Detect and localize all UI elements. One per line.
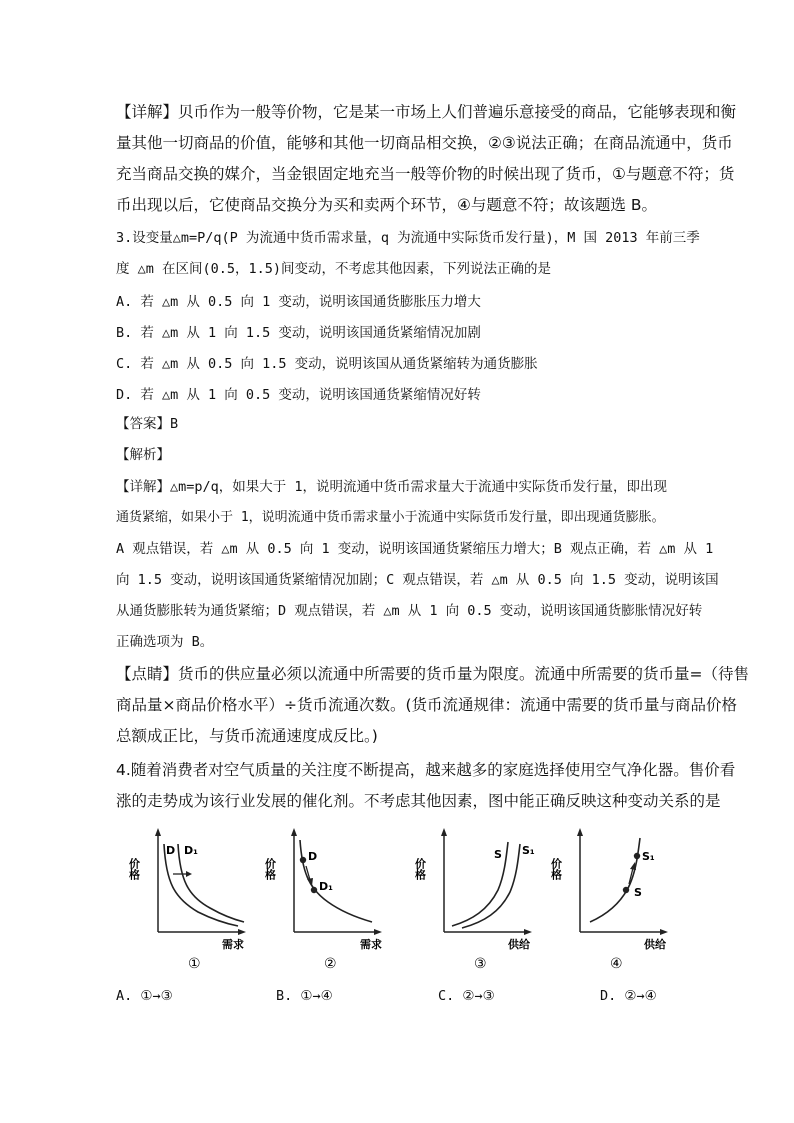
graph-4-xlabel: 供给 xyxy=(644,938,666,951)
graph-4-y-arrow xyxy=(577,828,583,836)
graph-3-x-arrow xyxy=(524,929,532,935)
graph-2-curve-a-label: D xyxy=(308,850,318,863)
q4-option-b: B. ①→④ xyxy=(276,988,333,1004)
graph-4-curve-a-label: S₁ xyxy=(642,850,655,863)
q3-detail-line-6: 正确选项为 B。 xyxy=(116,634,214,650)
graph-4-number: ④ xyxy=(610,956,623,972)
q4-stem-line-2: 涨的走势成为该行业发展的催化剂。不考虑其他因素，图中能正确反映这种变动关系的是 xyxy=(116,792,721,810)
q4-figure xyxy=(128,822,676,972)
graph-3-xlabel: 供给 xyxy=(508,938,530,951)
graph-4-curve xyxy=(590,838,640,922)
graph-1-ylabel: 价格 xyxy=(128,858,141,880)
q3-tip-line-2: 商品量×商品价格水平）÷货币流通次数。(货币流通规律：流通中需要的货币量与商品价格 xyxy=(116,696,738,714)
graph-3 xyxy=(414,828,535,972)
graph-3-y-arrow xyxy=(441,828,447,836)
q4-stem-line-1: 4.随着消费者对空气质量的关注度不断提高，越来越多的家庭选择使用空气净化器。售价看 xyxy=(116,761,736,779)
q4-graphs-svg xyxy=(128,822,676,972)
graph-2-move-arrowhead xyxy=(307,878,313,886)
graph-1 xyxy=(128,828,246,972)
graph-3-ylabel: 价格 xyxy=(413,858,427,880)
graph-4-point-s xyxy=(623,887,629,893)
graph-4-move-arrowhead xyxy=(630,862,636,870)
detail-line-3: 充当商品交换的媒介，当金银固定地充当一般等价物的时候出现了货币，①与题意不符；货 xyxy=(116,165,735,183)
q3-detail-line-4: 向 1.5 变动，说明该国通货紧缩情况加剧；C 观点错误，若 △m 从 0.5 向 1.5 变动，说明该国 xyxy=(116,572,719,588)
q3-tip-line-1: 【点睛】货币的供应量必须以流通中所需要的货币量为限度。流通中所需要的货币量=（待售 xyxy=(116,665,749,683)
graph-4-point-s1 xyxy=(634,853,640,859)
graph-1-curve-a-label: D xyxy=(166,844,176,857)
graph-2-point-d1 xyxy=(311,887,317,893)
graph-2 xyxy=(264,828,383,972)
graph-2-y-arrow xyxy=(291,828,297,836)
graph-3-curve-b-label: S₁ xyxy=(522,844,535,857)
q3-detail-line-3: A 观点错误，若 △m 从 0.5 向 1 变动，说明该国通货紧缩压力增大；B 观点正确，若 △m 从 1 xyxy=(116,541,714,557)
q4-option-c: C. ②→③ xyxy=(438,988,495,1004)
q3-detail-line-2: 通货紧缩，如果小于 1，说明流通中货币需求量小于流通中实际货币发行量，即出现通货膨胀。 xyxy=(116,510,665,525)
q4-option-d: D. ②→④ xyxy=(600,988,657,1004)
graph-4-x-arrow xyxy=(660,929,668,935)
q3-detail-line-1: 【详解】△m=p/q，如果大于 1，说明流通中货币需求量大于流通中实际货币发行量，即出现 xyxy=(116,479,668,495)
detail-line-1: 【详解】贝币作为一般等价物，它是某一市场上人们普遍乐意接受的商品，它能够表现和衡 xyxy=(116,103,737,121)
graph-3-curve-a-label: S xyxy=(494,848,502,861)
q3-option-d: D. 若 △m 从 1 向 0.5 变动，说明该国通货紧缩情况好转 xyxy=(116,387,481,403)
q3-option-a: A. 若 △m 从 0.5 向 1 变动，说明该国通货膨胀压力增大 xyxy=(116,294,481,310)
graph-1-curve-b-label: D₁ xyxy=(184,844,198,857)
q4-option-a: A. ①→③ xyxy=(116,988,173,1004)
graph-1-y-arrow xyxy=(155,828,161,836)
detail-line-2: 量其他一切商品的价值，能够和其他一切商品相交换，②③说法正确；在商品流通中，货币 xyxy=(116,134,733,152)
graph-2-x-arrow xyxy=(374,929,382,935)
graph-4-curve-b-label: S xyxy=(634,886,642,899)
graph-3-number: ③ xyxy=(474,956,487,972)
graph-1-shift-arrowhead xyxy=(186,871,192,877)
graph-3-curve-s1 xyxy=(462,844,520,928)
q3-tip-line-3: 总额成正比，与货币流通速度成反比。) xyxy=(116,727,378,745)
graph-4-ylabel: 价格 xyxy=(549,858,563,880)
q3-analysis-label: 【解析】 xyxy=(116,447,170,463)
graph-2-ylabel: 价格 xyxy=(263,858,277,880)
graph-1-number: ① xyxy=(188,956,201,972)
graph-1-x-arrow xyxy=(238,929,246,935)
graph-4 xyxy=(550,828,669,972)
graph-2-xlabel: 需求 xyxy=(360,938,382,951)
q3-option-b: B. 若 △m 从 1 向 1.5 变动，说明该国通货紧缩情况加剧 xyxy=(116,325,481,341)
detail-line-4: 币出现以后，它使商品交换分为买和卖两个环节，④与题意不符；故该题选 B。 xyxy=(116,196,657,214)
graph-1-xlabel: 需求 xyxy=(222,938,244,951)
graph-2-number: ② xyxy=(324,956,337,972)
q3-option-c: C. 若 △m 从 0.5 向 1.5 变动，说明该国从通货紧缩转为通货膨胀 xyxy=(116,356,538,372)
q3-detail-line-5: 从通货膨胀转为通货紧缩；D 观点错误，若 △m 从 1 向 0.5 变动，说明该国通货膨胀情况好转 xyxy=(116,603,703,619)
q3-stem-line-2: 度 △m 在区间(0.5，1.5)间变动，不考虑其他因素，下列说法正确的是 xyxy=(116,261,552,277)
q3-stem-line-1: 3.设变量△m=P/q(P 为流通中货币需求量，q 为流通中实际货币发行量)，M 国 2013 年前三季 xyxy=(116,230,700,246)
q3-answer: 【答案】B xyxy=(116,416,179,432)
graph-2-point-d xyxy=(300,857,306,863)
graph-2-curve-b-label: D₁ xyxy=(319,880,333,893)
